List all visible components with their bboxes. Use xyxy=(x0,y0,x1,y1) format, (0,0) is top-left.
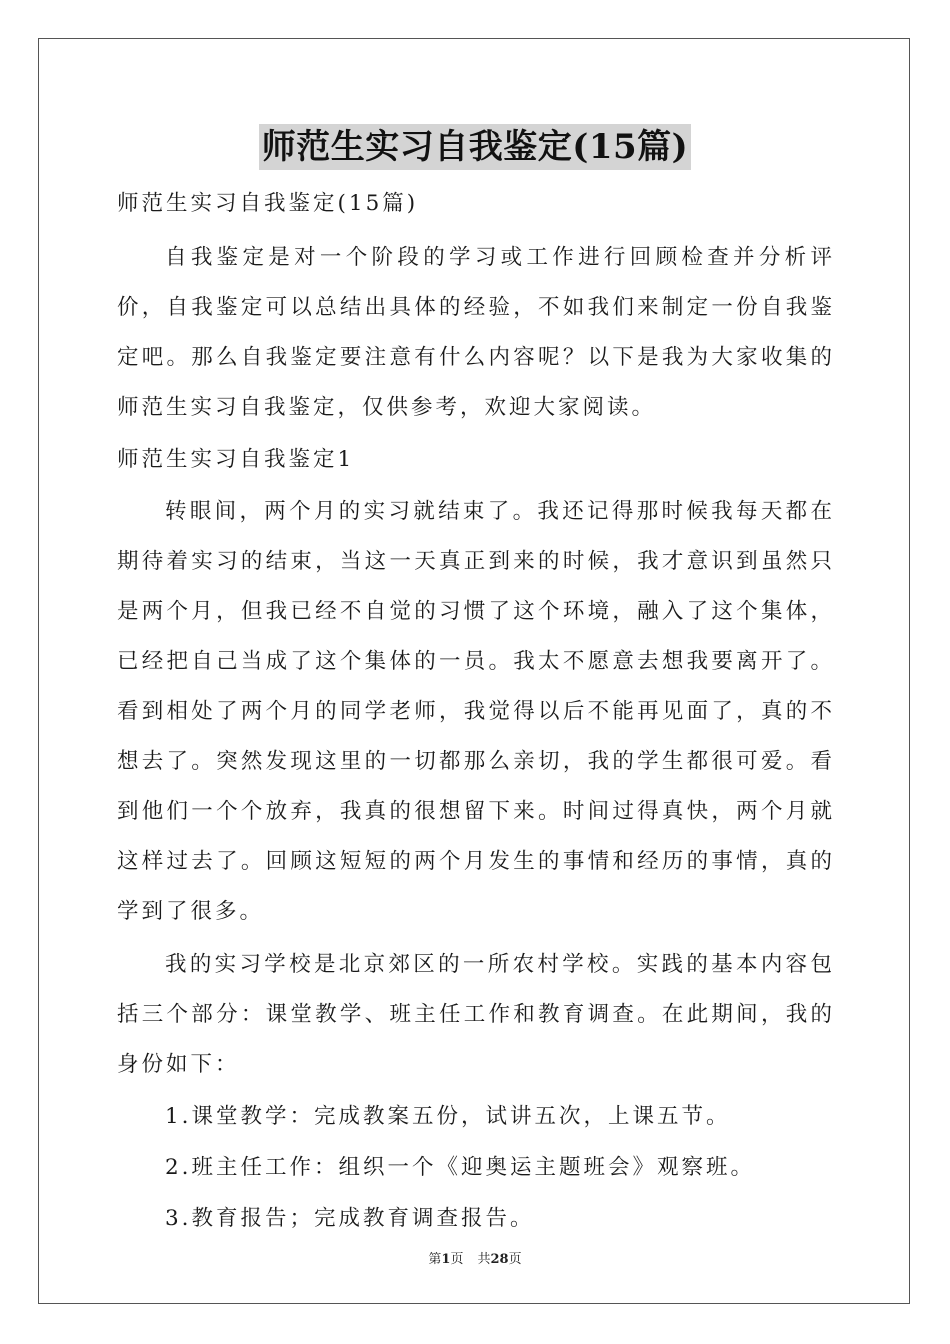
body-paragraph-2: 我的实习学校是北京郊区的一所农村学校。实践的基本内容包括三个部分：课堂教学、班主任工作和教育调查。在此期间，我的身份如下： xyxy=(117,952,835,1077)
footer-total-pages: 28 xyxy=(490,1252,509,1267)
page-footer xyxy=(0,1248,950,1267)
list-item-1: 1.课堂教学：完成教案五份，试讲五次，上课五节。 xyxy=(165,1104,731,1129)
document-title-text: 师范生实习自我鉴定(15篇) xyxy=(259,124,692,170)
document-title xyxy=(0,124,950,170)
intro-paragraph: 自我鉴定是对一个阶段的学习或工作进行回顾检查并分析评价，自我鉴定可以总结出具体的经验，不如我们来制定一份自我鉴定吧。那么自我鉴定要注意有什么内容呢？以下是我为大家收集的师范生实习自我鉴定，仅供参考，欢迎大家阅读。 xyxy=(117,245,835,420)
document-body xyxy=(117,179,835,1243)
footer-page-number: 1 xyxy=(441,1252,451,1267)
document-subtitle: 师范生实习自我鉴定(15篇) xyxy=(117,191,419,216)
section-heading: 师范生实习自我鉴定1 xyxy=(117,447,355,472)
footer-page-suffix: 页 xyxy=(450,1252,464,1267)
footer-total-suffix: 页 xyxy=(508,1252,522,1267)
list-item-2: 2.班主任工作：组织一个《迎奥运主题班会》观察班。 xyxy=(165,1155,756,1180)
body-paragraph-1: 转眼间，两个月的实习就结束了。我还记得那时候我每天都在期待着实习的结束，当这一天真正到来的时候，我才意识到虽然只是两个月，但我已经不自觉的习惯了这个环境，融入了这个集体，已经把自己当成了这个集体的一员。我太不愿意去想我要离开了。看到相处了两个月的同学老师，我觉得以后不能再见面了，真的不想去了。突然发现这里的一切都那么亲切，我的学生都很可爱。看到他们一个个放弃，我真的很想留下来。时间过得真快，两个月就这样过去了。回顾这短短的两个月发生的事情和经历的事情，真的学到了很多。 xyxy=(117,499,835,924)
footer-total-prefix: 共 xyxy=(477,1252,491,1267)
footer-page-prefix: 第 xyxy=(428,1252,442,1267)
list-item-3: 3.教育报告；完成教育调查报告。 xyxy=(165,1206,535,1231)
